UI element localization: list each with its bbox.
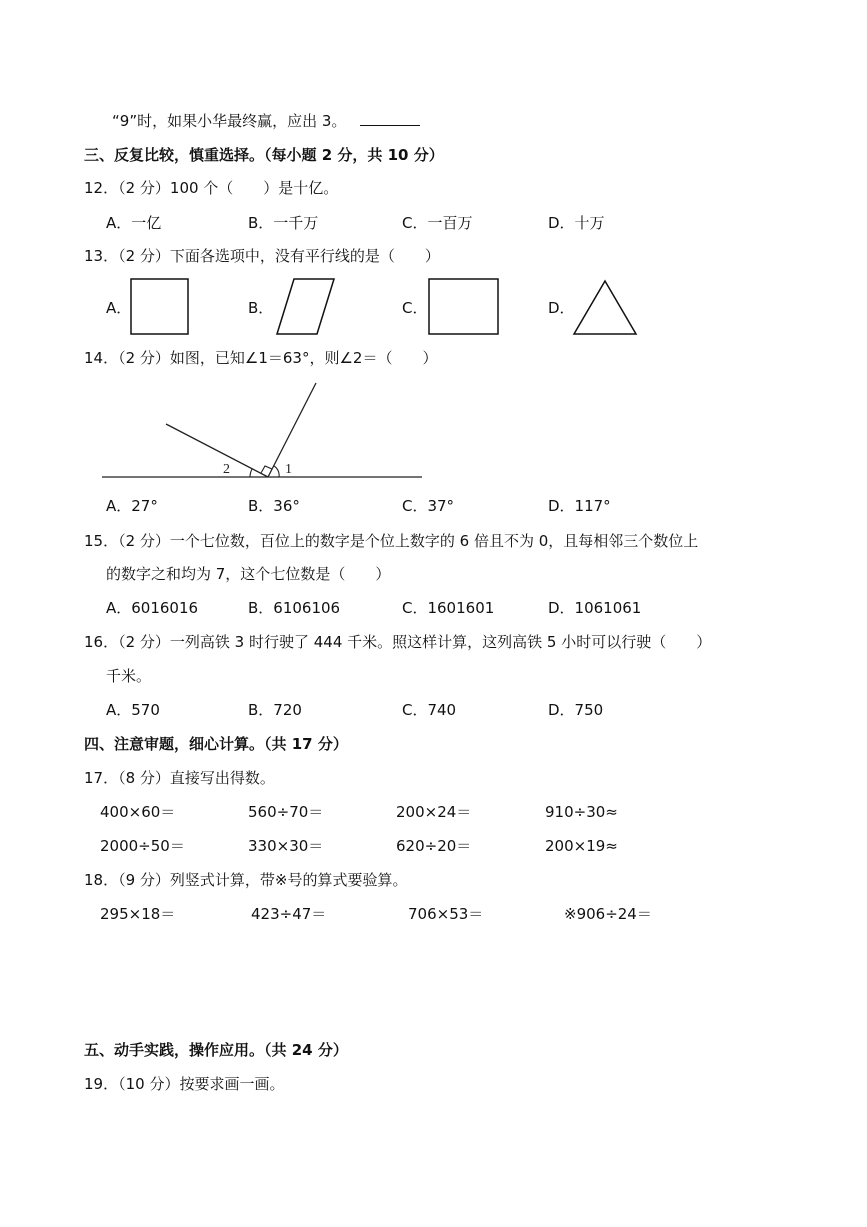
q14-option-c[interactable]: C．37°	[402, 497, 455, 515]
q12-option-b[interactable]: B．一千万	[248, 214, 319, 232]
q17-expr: 560÷70＝	[248, 803, 324, 821]
q18-stem: 18．（9 分）列竖式计算，带※号的算式要验算。	[84, 871, 408, 889]
q16-option-a[interactable]: A．570	[106, 701, 160, 719]
q13-option-b[interactable]: B．	[248, 299, 274, 317]
q14-stem: 14．（2 分）如图，已知∠1＝63°，则∠2＝（ ）	[84, 349, 438, 367]
q14-option-d[interactable]: D．117°	[548, 497, 611, 515]
angle-2-label: 2	[223, 462, 230, 477]
q12-option-d[interactable]: D．十万	[548, 214, 605, 232]
q12-stem: 12．（2 分）100 个（ ）是十亿。	[84, 179, 339, 197]
q13-option-c[interactable]: C．	[402, 299, 428, 317]
angle-figure	[102, 380, 424, 484]
q17-expr: 200×24＝	[396, 803, 472, 821]
section-3-title: 三、反复比较，慎重选择。（每小题 2 分，共 10 分）	[84, 146, 444, 164]
rectangle-shape	[428, 278, 500, 336]
q15-option-a[interactable]: A．6016016	[106, 599, 199, 617]
q18-expr: 295×18＝	[100, 905, 176, 923]
q18-expr: ※906÷24＝	[564, 905, 652, 923]
intro-line: “9”时，如果小华最终赢，应出 3。	[112, 111, 420, 131]
q15-option-c[interactable]: C．1601601	[402, 599, 495, 617]
q13-option-d[interactable]: D．	[548, 299, 575, 317]
q15-option-d[interactable]: D．1061061	[548, 599, 642, 617]
q18-expr: 423÷47＝	[251, 905, 327, 923]
q12-option-c[interactable]: C．一百万	[402, 214, 473, 232]
q17-expr: 200×19≈	[545, 837, 618, 855]
q13-option-a[interactable]: A．	[106, 299, 132, 317]
q18-expr: 706×53＝	[408, 905, 484, 923]
q15-stem-line2: 的数字之和均为 7，这个七位数是（ ）	[106, 565, 391, 583]
section-5-title: 五、动手实践，操作应用。（共 24 分）	[84, 1041, 348, 1059]
square-shape	[130, 278, 190, 336]
q17-stem: 17．（8 分）直接写出得数。	[84, 769, 275, 787]
q14-option-a[interactable]: A．27°	[106, 497, 158, 515]
q17-expr: 620÷20＝	[396, 837, 472, 855]
q15-option-b[interactable]: B．6106106	[248, 599, 341, 617]
q16-stem-line2: 千米。	[106, 667, 152, 685]
angle-1-label: 1	[285, 462, 292, 477]
answer-blank[interactable]	[360, 111, 420, 126]
q19-stem: 19．（10 分）按要求画一画。	[84, 1075, 285, 1093]
q16-option-c[interactable]: C．740	[402, 701, 457, 719]
triangle-shape	[573, 280, 637, 336]
parallelogram-shape	[276, 278, 336, 336]
q17-expr: 330×30＝	[248, 837, 324, 855]
q16-option-d[interactable]: D．750	[548, 701, 604, 719]
q17-expr: 400×60＝	[100, 803, 176, 821]
q16-option-b[interactable]: B．720	[248, 701, 302, 719]
q12-option-a[interactable]: A．一亿	[106, 214, 162, 232]
q17-expr: 910÷30≈	[545, 803, 618, 821]
q17-expr: 2000÷50＝	[100, 837, 185, 855]
q14-option-b[interactable]: B．36°	[248, 497, 300, 515]
section-4-title: 四、注意审题，细心计算。（共 17 分）	[84, 735, 348, 753]
q16-stem-line1: 16．（2 分）一列高铁 3 时行驶了 444 千米。照这样计算，这列高铁 5 小时可以行驶（ ）	[84, 633, 712, 651]
q15-stem-line1: 15．（2 分）一个七位数，百位上的数字是个位上数字的 6 倍且不为 0，且每相邻三个数位上	[84, 532, 699, 550]
q13-stem: 13．（2 分）下面各选项中，没有平行线的是（ ）	[84, 247, 440, 265]
